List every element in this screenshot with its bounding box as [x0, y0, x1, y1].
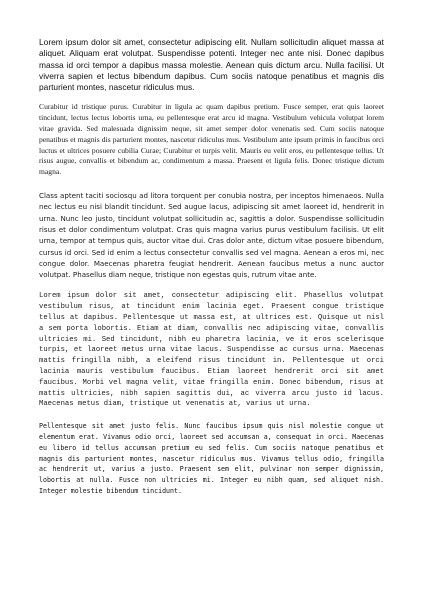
paragraph-3: Class aptent taciti sociosqu ad litora torquent per conubia nostra, per inceptos himenaeos. Nulla nec lectus eu nisi blandit tincidunt. Sed augue lacus, adipiscing sit amet laoreet id, hendrerit in urna. Nunc leo justo, tincidunt volutpat sollicitudin ac, sagittis a dolor. Suspendisse sollicitudin risus et dolor condimentum volutpat. Cras quis magna varius purus vestibulum facilisis. Ut elit urna, tempor at tempus quis, auctor vitae dui. Cras dolor ante, dictum vitae posuere bibendum, cursus id orci. Sed id enim a lectus consectetur convallis sed vel magna. Aenean a eros mi, nec congue dolor. Maecenas pharetra feugiat hendrerit. Aenean faucibus metus a nunc auctor volutpat. Phasellus diam neque, tristique non egestas quis, rutrum vitae ante.: [39, 191, 384, 280]
paragraph-2: Curabitur id tristique purus. Curabitur in ligula ac quam dapibus pretium. Fusce semper, erat quis laoreet tincidunt, lectus lectus lobortis urna, eu pellentesque erat arcu id magna. Vestibulum vehicula volutpat lorem vitae gravida. Sed malesuada dignissim neque, sit amet semper dolor venenatis sed. Cum sociis natoque penatibus et magnis dis parturient montes, nascetur ridiculus mus. Vestibulum ante ipsum primis in faucibus orci luctus et ultrices posuere cubilia Curae; Curabitur et turpis velit. Mauris eu velit eros, eu pellentesque tellus. Ut risus augue, convallis et bibendum ac, condimentum a massa. Praesent et ligula felis. Donec tristique dictum magna.: [39, 102, 384, 177]
document-page: [39, 37, 384, 497]
paragraph-1: Lorem ipsum dolor sit amet, consectetur adipiscing elit. Nullam sollicitudin aliquet massa at aliquet. Aliquam erat volutpat. Suspendisse potenti. Integer nec ante nisi. Donec dapibus massa id orci tempor a dapibus massa molestie. Aenean quis dictum arcu. Nulla facilisi. Ut viverra sapien et lectus bibendum dapibus. Cum sociis natoque penatibus et magnis dis parturient montes, nascetur ridiculus mus.: [39, 37, 384, 93]
paragraph-4: Lorem ipsum dolor sit amet, consectetur adipiscing elit. Phasellus volutpat vestibulum risus, at tincidunt enim lacinia eget. Praesent congue tristique tellus at dapibus. Pellentesque ut massa est, at ultrices est. Quisque ut nisl a sem porta lobortis. Etiam at diam, convallis nec adipiscing vitae, convallis ultricies mi. Sed tincidunt, nibh eu pharetra lacinia, ve it eros scelerisque turpis, et laoreet metus urna vitae lacus. Suspendisse ac cursus urna. Maecenas mattis fringilla nibh, a eleifend risus tincidunt in. Pellentesque ut orci lacinia mauris vestibulum faucibus. Etiam laoreet hendrerit orci sit amet faucibus. Morbi vel magna velit, vitae fringilla enim. Donec bibendum, risus at mattis ultricies, nibh sapien sagittis dui, ac viverra arcu justo id lacus. Maecenas metus diam, tristique ut venenatis at, varius ut urna.: [39, 292, 384, 409]
paragraph-5: Pellentesque sit amet justo felis. Nunc faucibus ipsum quis nisl molestie congue ut elementum erat. Vivamus odio orci, laoreet sed accumsan a, consequat in orci. Maecenas eu libero id tellus accumsan pretium eu sed felis. Cum sociis natoque penatibus et magnis dis parturient montes, nascetur ridiculus mus. Vivamus tellus odio, fringilla ac hendrerit ut, varius a justo. Praesent sem elit, pulvinar non semper dignissim, lobortis at nulla. Fusce non ultricies mi. Integer eu nibh quam, sed aliquet nish. Integer molestie bibendum tincidunt.: [39, 422, 384, 495]
